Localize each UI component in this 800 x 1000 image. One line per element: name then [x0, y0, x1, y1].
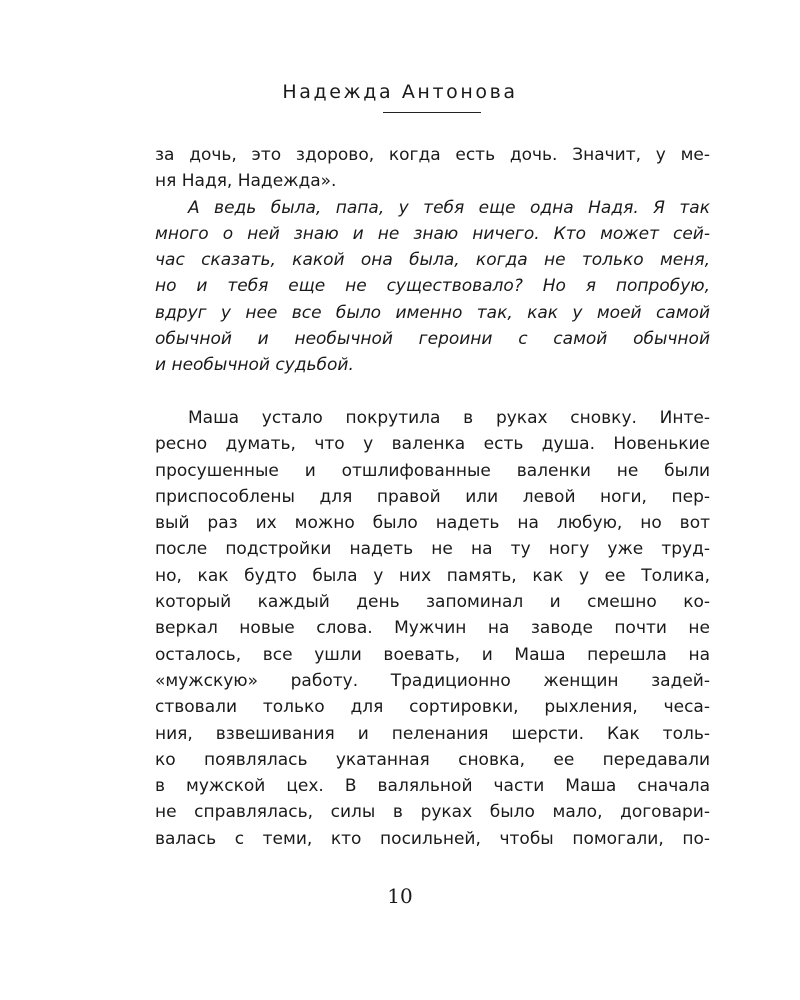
- text-line: не справлялась, силы в руках было мало, договари-: [155, 802, 710, 823]
- text-line: вый раз их можно было надеть на любую, но вот: [155, 513, 710, 534]
- text-line: но и тебя еще не существовало? Но я попробую,: [155, 276, 710, 297]
- text-line: просушенные и отшлифованные валенки не были: [155, 460, 710, 481]
- text-line: в мужской цех. В валяльной части Маша сначала: [155, 776, 710, 797]
- text-line: А ведь была, папа, у тебя еще одна Надя. Я так: [188, 197, 710, 218]
- text-line: много о ней знаю и не знаю ничего. Кто может сей-: [155, 223, 710, 244]
- text-line: и необычной судьбой.: [155, 355, 354, 376]
- text-line: ня Надя, Надежда».: [155, 171, 337, 192]
- text-line: Маша устало покрутила в руках сновку. Инте-: [188, 407, 710, 428]
- page-number: 10: [387, 884, 413, 908]
- page-body: [155, 142, 710, 852]
- text-line: который каждый день запоминал и смешно ко-: [155, 592, 710, 613]
- text-line: «мужскую» работу. Традиционно женщин задей-: [155, 670, 710, 691]
- header-divider: [383, 112, 481, 113]
- text-line: час сказать, какой она была, когда не только меня,: [155, 250, 710, 271]
- text-line: ствовали только для сортировки, рыхления, чеса-: [155, 697, 710, 718]
- text-line: обычной и необычной героини с самой обычной: [155, 329, 710, 350]
- text-line: вдруг у нее все было именно так, как у моей самой: [155, 302, 710, 323]
- text-line: но, как будто была у них память, как у ее Толика,: [155, 565, 710, 586]
- text-line: веркал новые слова. Мужчин на заводе почти не: [155, 618, 710, 639]
- text-line: осталось, все ушли воевать, и Маша перешла на: [155, 644, 710, 665]
- text-line: ко появлялась укатанная сновка, ее передавали: [155, 749, 710, 770]
- text-line: валась с теми, кто посильней, чтобы помогали, по-: [155, 828, 710, 849]
- text-line: приспособлены для правой или левой ноги, пер-: [155, 486, 710, 507]
- section-break: [155, 379, 710, 405]
- text-line: за дочь, это здорово, когда есть дочь. Значит, у ме-: [155, 145, 710, 165]
- text-line: после подстройки надеть не на ту ногу уже труд-: [155, 539, 710, 560]
- running-header-author: Надежда Антонова: [282, 81, 518, 103]
- text-line: ния, взвешивания и пеленания шерсти. Как толь-: [155, 723, 710, 744]
- text-line: ресно думать, что у валенка есть душа. Новенькие: [155, 434, 710, 455]
